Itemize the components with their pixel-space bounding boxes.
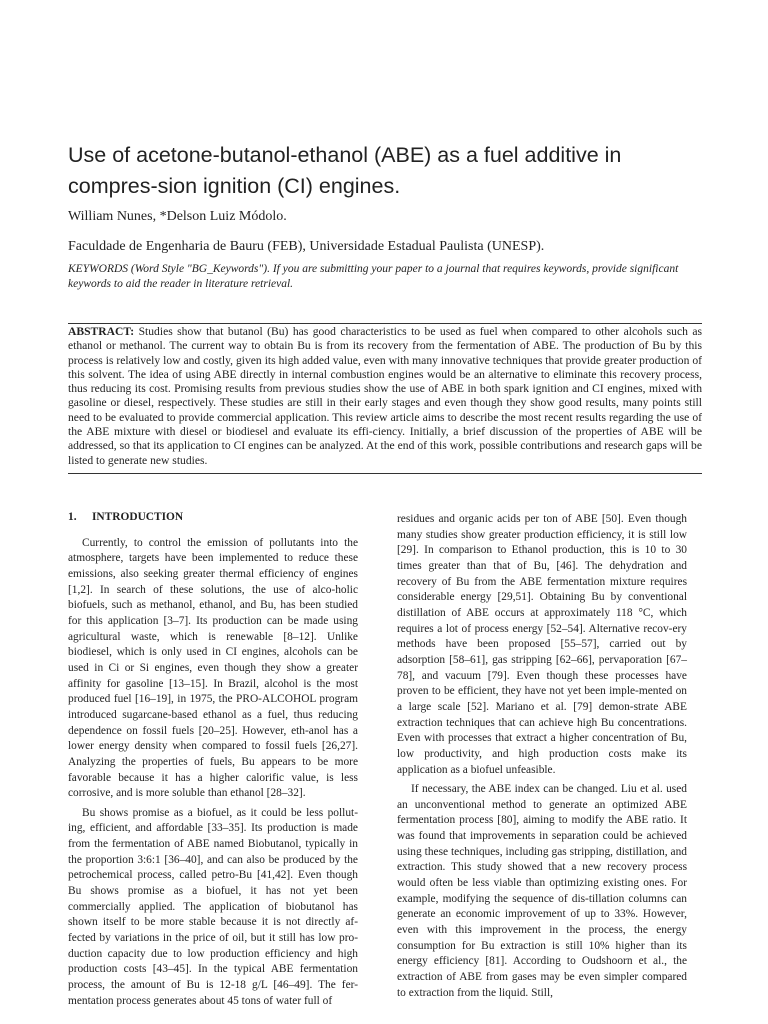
abstract-bottom-rule <box>68 473 702 474</box>
left-column <box>68 510 358 1009</box>
affiliation: Faculdade de Engenharia de Bauru (FEB), Universidade Estadual Paulista (UNESP). <box>68 239 545 254</box>
right-column <box>397 512 687 1001</box>
abstract-label: ABSTRACT: <box>68 325 135 338</box>
abstract <box>68 325 702 468</box>
paragraph: residues and organic acids per ton of ABE [50]. Even though many studies show greater production efficiency, it is still low [29]. In comparison to Ethanol production, this is 10 to 30 times greater than that of Bu, [46]. The dehydration and recovery of Bu from the ABE fermentation mixture requires considerable energy [29,51]. Obtaining Bu by conventional distillation of ABE occurs at approximately 118 °C, which requires a lot of process energy [52–54]. Alternative recov-ery methods have been proposed [55–57], carried out by adsorption [58–61], gas stripping [62–66], pervaporation [67–78], and vacuum [79]. Even though these processes have proven to be efficient, they have not yet been imple-mented on a large scale [52]. Mariano et al. [79] demon-strate ABE extraction techniques that can achieve high Bu concentrations. Even with processes that extract a higher concentration of Bu, low productivity, and high production costs make its application as a biofuel unfeasible. <box>397 513 687 776</box>
authors: William Nunes, *Delson Luiz Módolo. <box>68 209 287 224</box>
paragraph: Currently, to control the emission of pollutants into the atmosphere, targets have been implemented to reduce these emissions, also seeking greater thermal efficiency of engines [1,2]. In search of these solutions, the use of alco-holic biofuels, such as methanol, ethanol, and Bu, has been studied for this application [3–7]. Its production can be made using agricultural waste, which is renewable [8–12]. Unlike biodiesel, which is only used in CI engines, alcohols can be used in Ci or Si engines, even though they show a greater affinity for gasoline [13–15]. In Brazil, alcohol is the most produced fuel [16–19], in 1975, the PRO-ALCOHOL program introduced sugarcane-based ethanol as a fuel, thus reducing dependence on fossil fuels [20–25]. However, eth-anol has a lower energy density when compared to fossil fuels [26,27]. Analyzing the properties of fuels, Bu appears to be more favorable because it has a higher calorific value, is less corrosive, and is more soluble than ethanol [28–32]. <box>68 536 358 800</box>
section-number: 1. <box>68 511 77 523</box>
abstract-text: Studies show that butanol (Bu) has good characteristics to be used as fuel when compared to other alcohols such as ethanol or methanol. The current way to obtain Bu is from its recovery from the fermentation of ABE. The production of Bu by this process is relatively low and costly, given its high added value, even with many innovative techniques that provide greater production of this solvent. The idea of using ABE directly in internal combustion engines would be an alternative to eliminate this recovery process, thus reducing its cost. Promising results from previous studies show the use of ABE in both spark ignition and CI engines, mixed with gasoline or diesel, respectively. These studies are still in their early stages and even though they show good results, many points still need to be evaluated to provide commercial application. This review article aims to describe the most recent results regarding the use of the ABE mixture with diesel or biodiesel and evaluate its effi-ciency. Initially, a brief discussion of the properties of ABE will be addressed, so that its application to CI engines can be analyzed. At the end of this work, possible contributions and research gaps will be listed to generate new studies. <box>68 325 702 467</box>
keywords: KEYWORDS (Word Style "BG_Keywords"). If you are submitting your paper to a journal that requires keywords, provide significant keywords to aid the reader in literature retrieval. <box>68 263 679 290</box>
paper-title: Use of acetone-butanol-ethanol (ABE) as a fuel additive in compres-sion ignition (CI) engines. <box>68 143 622 198</box>
abstract-top-rule <box>68 323 702 324</box>
paragraph: If necessary, the ABE index can be changed. Liu et al. used an unconventional method to generate an optimized ABE fermentation process [80], aiming to modify the ABE ratio. It was found that improvements in separation could be achieved using these techniques, including gas stripping, distillation, and extraction. This study showed that a new recovery process would often be less viable than optimizing existing ones. For example, modifying the sequence of dis-tillation columns can generate an economic improvement of up to 33%. However, even with this improvement in the process, the energy consumption for Bu extraction is still 10% higher than its energy efficiency [81]. According to Oudshoorn et al., the extraction of ABE from gases may be even simpler compared to extraction from the liquid. Still, <box>397 783 687 999</box>
paragraph: Bu shows promise as a biofuel, as it could be less pollut-ing, efficient, and affordable [33–35]. Its production is made from the fermentation of ABE named Biobutanol, typically in the proportion 3:6:1 [36–40], and can also be produced by the petrochemical process, called petro-Bu [41,42]. Even though Bu shows promise as a biofuel, it has not yet been commercially applied. The application of biobutanol has shown itself to be more stable because it is not directly af-fected by variations in the price of oil, but it still has low pro-duction capacity due to low production efficiency and high production costs [43–45]. In the typical ABE fermentation process, the amount of Bu is 12-18 g/L [46–49]. The fer-mentation process generates about 45 tons of water full of <box>68 806 358 1007</box>
section-title: INTRODUCTION <box>92 511 184 523</box>
section-heading <box>68 510 358 526</box>
